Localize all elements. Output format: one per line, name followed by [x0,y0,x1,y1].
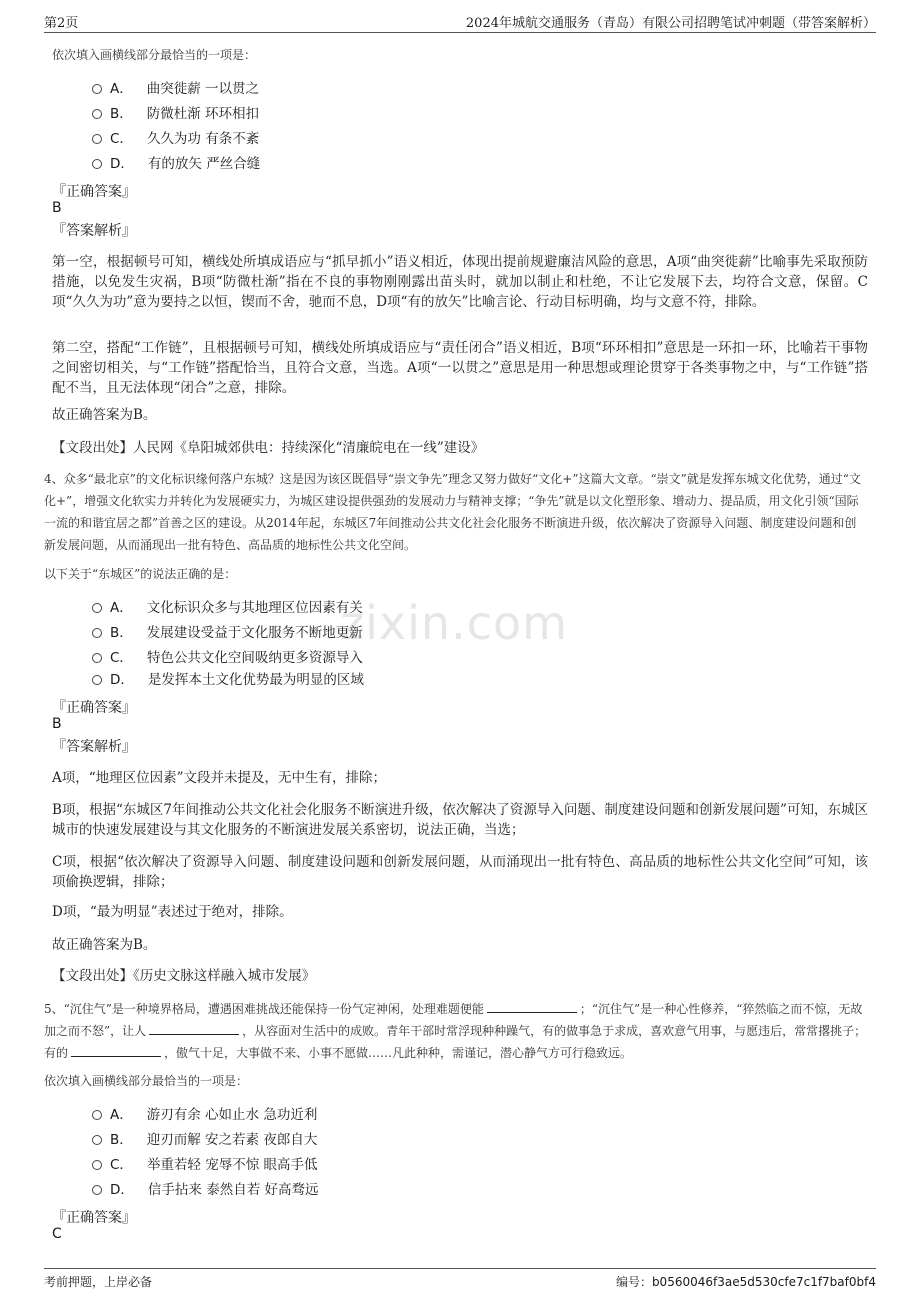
fill-blank [149,1022,239,1035]
question-passage: 5、“沉住气”是一种境界格局，遭遇困难挑战还能保持一份气定神闲，处理难题便能 ；“沉住气”是一种心性修养，“猝然临之而不惊，无故加之而不怒”，让人 ，从容面对生活中的成败。青年干部时常浮现种种躁气，有的做事急于求成，喜欢意气用事，与愿违后，常常撂挑子；有的 ，傲气十足，大事做不来、小事不愿做……凡此种种，需谨记，潜心静气方可行稳致远。 [44,1002,867,1060]
radio-icon[interactable] [92,134,102,144]
radio-icon[interactable] [92,628,102,638]
watermark: zixin.com [340,596,568,650]
analysis-paragraph: D项，“最为明显”表述过于绝对，排除。 [52,904,293,920]
analysis-paragraph: C项，根据“依次解决了资源导入问题、制度建设问题和创新发展问题，从而涌现出一批有特色、高品质的地标性公共文化空间”可知，该项偷换逻辑，排除； [52,854,868,890]
option-c[interactable]: C． 特色公共文化空间吸纳更多资源导入 [92,647,363,669]
option-c[interactable]: C． 久久为功 有条不紊 [92,128,259,150]
source-note: 【文段出处】人民网《阜阳城郊供电：持续深化“清廉皖电在一线”建设》 [52,440,485,456]
radio-icon[interactable] [92,84,102,94]
page-number: 第2页 [44,16,79,31]
radio-icon[interactable] [92,1135,102,1145]
correct-answer: B [52,200,62,216]
analysis-title: 『答案解析』 [52,739,136,755]
page-header [44,10,876,33]
analysis-paragraph: 第二空，搭配“工作链”，且根据顿号可知，横线处所填成语应与“责任闭合”语义相近，B项“环环相扣”意思是一环扣一环，比喻若干事物之间密切相关，与“工作链”搭配恰当，且符合文意，当选。A项“一以贯之”意思是用一种思想或理论贯穿于各类事物之中，与“工作链”搭配不当，且无法体现“闭合”之意，排除。 [52,340,868,396]
radio-icon[interactable] [92,675,102,685]
analysis-paragraph: A项，“地理区位因素”文段并未提及，无中生有，排除； [52,770,387,786]
option-d[interactable]: D． 有的放矢 严丝合缝 [92,153,260,175]
option-b[interactable]: B． 防微杜渐 环环相扣 [92,103,259,125]
document-title: 2024年城航交通服务（青岛）有限公司招聘笔试冲刺题（带答案解析） [465,16,876,31]
option-a[interactable]: A． 文化标识众多与其地理区位因素有关 [92,597,363,619]
radio-icon[interactable] [92,109,102,119]
option-b[interactable]: B． 迎刃而解 安之若素 夜郎自大 [92,1129,317,1151]
page-footer [44,1268,876,1293]
correct-answer: B [52,716,62,732]
question-prompt: 依次填入画横线部分最恰当的一项是： [44,1074,249,1088]
analysis-paragraph: B项，根据“东城区7年间推动公共文化社会化服务不断演进升级，依次解决了资源导入问题、制度建设问题和创新发展问题”可知，东城区城市的快速发展建设与其文化服务的不断演进发展关系密切，说法正确，当选； [52,802,868,838]
correct-answer-title: 『正确答案』 [52,184,136,200]
analysis-paragraph: 第一空，根据顿号可知，横线处所填成语应与“抓早抓小”语义相近，体现出提前规避廉洁风险的意思，A项“曲突徙薪”比喻事先采取预防措施，以免发生灾祸，B项“防微杜渐”指在不良的事物刚刚露出苗头时，就加以制止和杜绝，不让它发展下去，均符合文意，保留。C项“久久为功”意为要持之以恒，锲而不舍，驰而不息，D项“有的放矢”比喻言论、行动目标明确，均与文意不符，排除。 [52,254,868,310]
fill-blank [71,1044,161,1057]
correct-answer-title: 『正确答案』 [52,700,136,716]
analysis-conclusion: 故正确答案为B。 [52,937,157,953]
option-a[interactable]: A． 游刃有余 心如止水 急功近利 [92,1104,317,1126]
analysis-conclusion: 故正确答案为B。 [52,407,157,423]
question-passage: 4、众多“最北京”的文化标识缘何落户东城？这是因为该区既倡导“崇文争先”理念又努力做好“文化+”这篇大文章。“崇文”就是发挥东城文化优势，通过“文化+”，增强文化软实力并转化为发展硬实力，为城区建设提供强劲的发展动力与精神支撑；“争先”就是以文化塑形象、增动力、提品质，用文化引领“国际一流的和谐宜居之都”首善之区的建设。从2014年起，东城区7年间推动公共文化社会化服务不断演进升级，依次解决了资源导入问题、制度建设问题和创新发展问题，从而涌现出一批有特色、高品质的地标性公共文化空间。 [44,472,861,552]
question-prompt: 依次填入画横线部分最恰当的一项是： [52,48,257,62]
correct-answer-title: 『正确答案』 [52,1210,136,1226]
radio-icon[interactable] [92,1110,102,1120]
analysis-title: 『答案解析』 [52,223,136,239]
option-d[interactable]: D． 信手拈来 泰然自若 好高骛远 [92,1179,319,1201]
option-c[interactable]: C． 举重若轻 宠辱不惊 眼高手低 [92,1154,318,1176]
option-d[interactable]: D． 是发挥本土文化优势最为明显的区域 [92,669,364,691]
fill-blank [487,1000,577,1013]
source-note: 【文段出处】《历史文脉这样融入城市发展》 [52,968,316,984]
option-a[interactable]: A． 曲突徙薪 一以贯之 [92,78,259,100]
radio-icon[interactable] [92,1185,102,1195]
option-b[interactable]: B． 发展建设受益于文化服务不断地更新 [92,622,363,644]
question-prompt: 以下关于“东城区”的说法正确的是： [44,567,237,581]
radio-icon[interactable] [92,653,102,663]
radio-icon[interactable] [92,1160,102,1170]
footer-slogan: 考前押题，上岸必备 [44,1275,153,1289]
radio-icon[interactable] [92,159,102,169]
correct-answer: C [52,1226,62,1242]
radio-icon[interactable] [92,603,102,613]
document-id: 编号：b0560046f3ae5d530cfe7c1f7baf0bf4 [615,1275,876,1289]
